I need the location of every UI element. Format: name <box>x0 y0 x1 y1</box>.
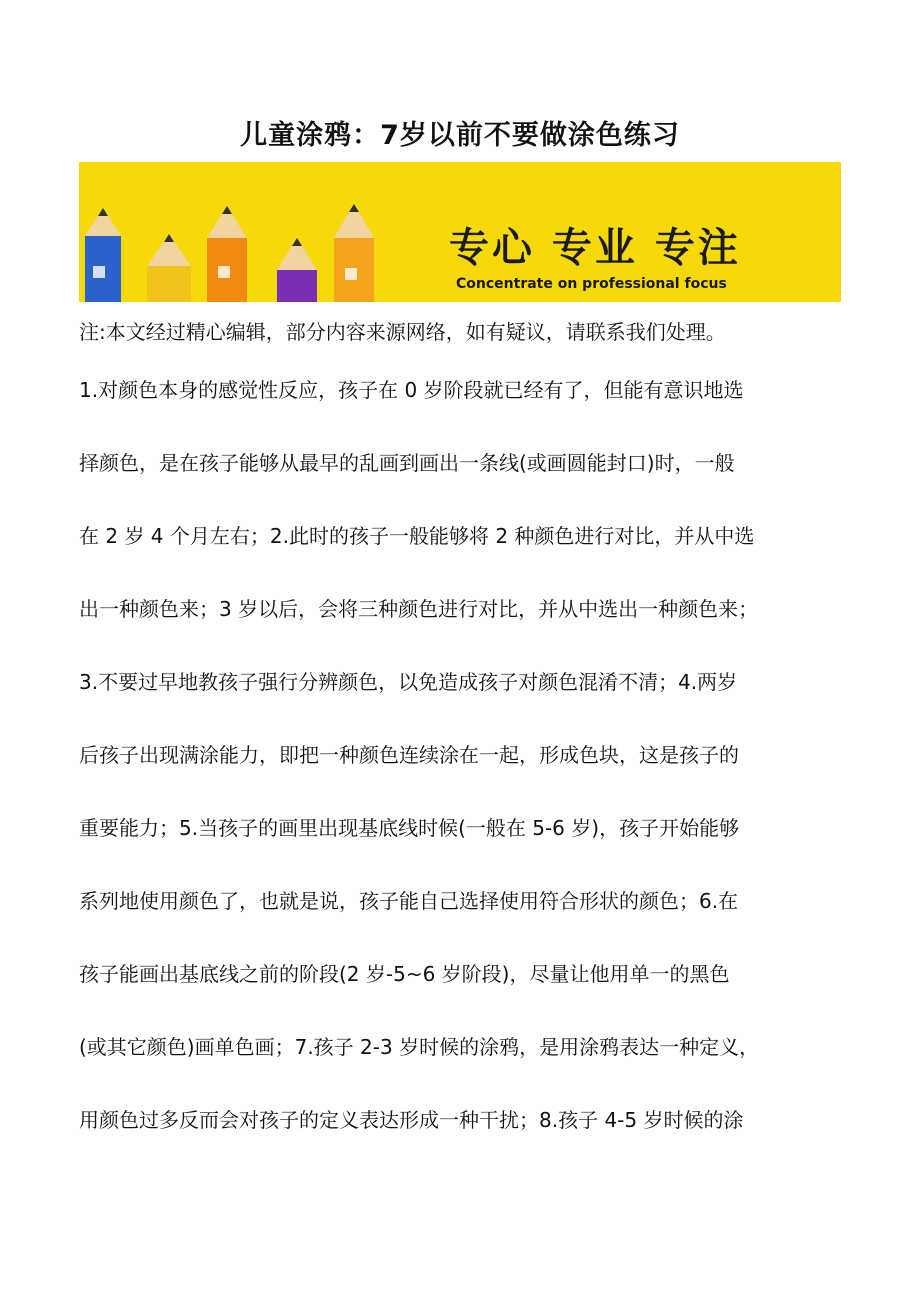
body-line: (或其它颜色)画单色画；7.孩子 2-3 岁时候的涂鸦，是用涂鸦表达一种定义， <box>79 1035 760 1059</box>
body-line: 重要能力；5.当孩子的画里出现基底线时候(一般在 5-6 岁)，孩子开始能够 <box>79 816 740 840</box>
editor-note: 注:本文经过精心编辑，部分内容来源网络，如有疑议，请联系我们处理。 <box>79 320 726 344</box>
banner-slogan: 专心 专业 专注 <box>449 225 741 271</box>
body-line: 后孩子出现满涂能力，即把一种颜色连续涂在一起，形成色块，这是孩子的 <box>79 743 739 767</box>
article-body <box>79 370 849 1173</box>
body-line: 在 2 岁 4 个月左右；2.此时的孩子一般能够将 2 种颜色进行对比，并从中选 <box>79 524 755 548</box>
banner-tagline: Concentrate on professional focus <box>456 276 727 292</box>
pencil-orange <box>207 206 247 302</box>
body-line: 系列地使用颜色了，也就是说，孩子能自己选择使用符合形状的颜色；6.在 <box>79 889 739 913</box>
page-title: 儿童涂鸦：7岁以前不要做涂色练习 <box>240 120 680 151</box>
pencil-light-orange <box>334 204 374 302</box>
body-line: 出一种颜色来；3 岁以后，会将三种颜色进行对比，并从中选出一种颜色来； <box>79 597 759 621</box>
pencil-yellow <box>147 234 191 302</box>
body-line: 1.对颜色本身的感觉性反应，孩子在 0 岁阶段就已经有了，但能有意识地选 <box>79 378 744 402</box>
body-line: 3.不要过早地教孩子强行分辨颜色，以免造成孩子对颜色混淆不清；4.两岁 <box>79 670 738 694</box>
banner-image <box>79 162 841 302</box>
pencil-purple <box>277 238 317 302</box>
body-line: 用颜色过多反而会对孩子的定义表达形成一种干扰；8.孩子 4-5 岁时候的涂 <box>79 1108 744 1132</box>
body-line: 孩子能画出基底线之前的阶段(2 岁-5~6 岁阶段)，尽量让他用单一的黑色 <box>79 962 730 986</box>
body-line: 择颜色，是在孩子能够从最早的乱画到画出一条线(或画圆能封口)时，一般 <box>79 451 735 475</box>
pencil-blue <box>85 208 121 302</box>
